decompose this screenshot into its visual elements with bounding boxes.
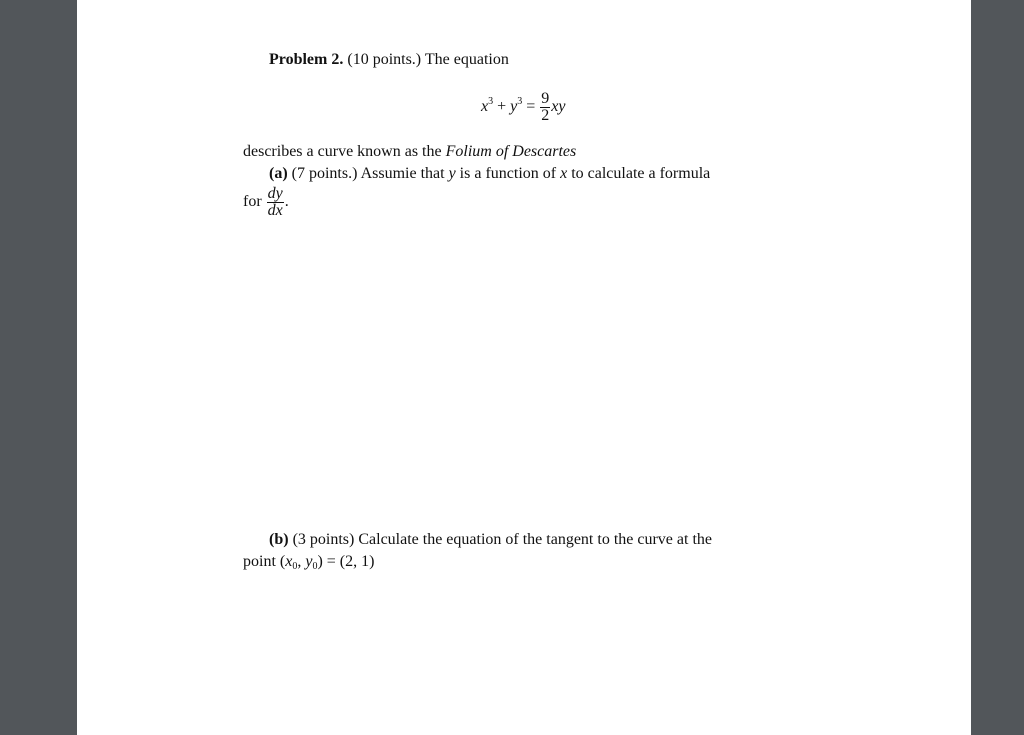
part-a-text-3: to calculate a formula — [571, 165, 711, 182]
part-b-line-1 — [269, 530, 712, 550]
eq-exp-2: 3 — [517, 96, 523, 107]
folium-equation — [481, 90, 565, 124]
point-equals: = — [322, 553, 340, 570]
part-a-period: . — [284, 193, 289, 210]
part-a-text-1: Assumie that — [360, 165, 445, 182]
part-b-text-1: Calculate the equation of the tangent to the curve at the — [358, 531, 712, 548]
part-b-label: (b) — [269, 531, 289, 548]
dy-dx-fraction — [267, 186, 284, 219]
eq-fraction — [540, 91, 550, 124]
eq-x: x — [481, 98, 489, 115]
x0-sub: 0 — [292, 561, 298, 572]
paren-close: ) — [317, 553, 323, 570]
eq-plus: + — [497, 98, 507, 115]
problem-title: Problem 2. — [269, 51, 344, 68]
part-a-text-2: is a function of — [459, 165, 557, 182]
eq-exp-1: 3 — [488, 96, 494, 107]
description-text: describes a curve known as the — [243, 143, 442, 160]
curve-name: Folium of Descartes — [445, 143, 577, 160]
problem-points: (10 points.) — [347, 51, 422, 68]
problem-heading-line — [269, 50, 509, 70]
dy-numerator: dy — [267, 184, 283, 202]
y0-sub: 0 — [312, 561, 318, 572]
eq-rhs: xy — [551, 98, 566, 115]
part-b-point-word: point — [243, 553, 276, 570]
point-value: (2, 1) — [339, 553, 375, 570]
part-b-points: (3 points) — [292, 531, 355, 548]
point-expression — [280, 553, 375, 570]
part-a-line-2 — [243, 184, 289, 220]
point-comma: , — [297, 553, 306, 570]
document-page — [77, 0, 971, 735]
part-a-label: (a) — [269, 165, 288, 182]
x0-var: x — [285, 553, 293, 570]
eq-y: y — [510, 98, 518, 115]
dx-denominator: dx — [267, 201, 283, 219]
part-a-points: (7 points.) — [291, 165, 358, 182]
paren-open: ( — [279, 553, 286, 570]
part-b-line-2 — [243, 552, 374, 572]
eq-equals: = — [526, 98, 536, 115]
part-a-var-y: y — [448, 165, 456, 182]
part-a-var-x: x — [560, 165, 568, 182]
eq-frac-den: 2 — [541, 106, 550, 124]
part-a-line-1 — [269, 164, 710, 184]
y0-var: y — [305, 553, 313, 570]
eq-frac-num: 9 — [541, 89, 550, 107]
description-line — [243, 142, 576, 162]
problem-intro: The equation — [424, 51, 509, 68]
part-a-for: for — [243, 193, 262, 210]
